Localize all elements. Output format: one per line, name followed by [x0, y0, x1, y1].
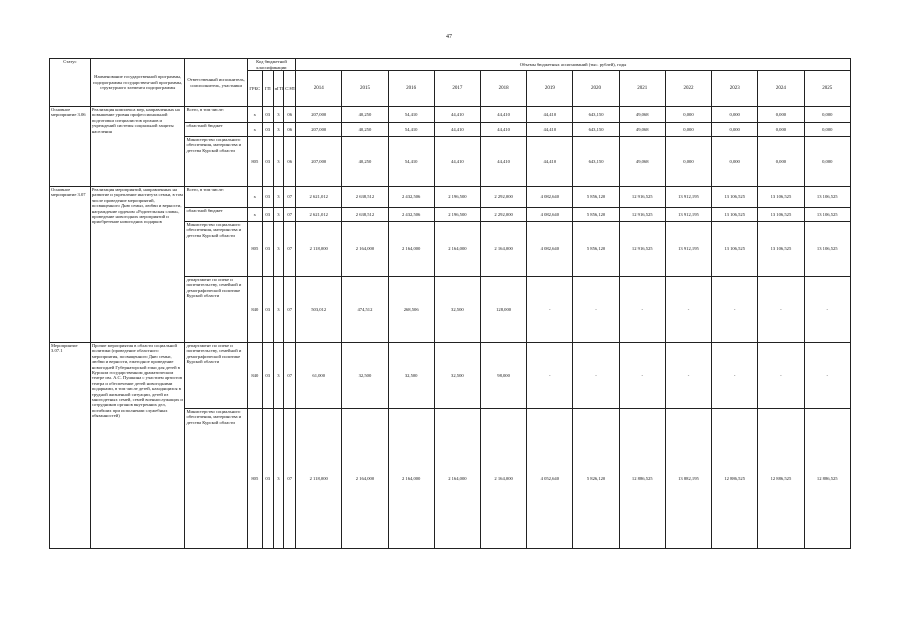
value-cell: 5 856,120 — [573, 187, 619, 208]
value-cell: - — [758, 343, 804, 409]
value-cell: 0,000 — [712, 107, 758, 123]
value-cell: 61,000 — [296, 343, 342, 409]
value-cell: - — [758, 277, 804, 343]
value-cell: 2 164,000 — [434, 409, 480, 549]
value-cell: 128,000 — [480, 277, 526, 343]
budget-table — [49, 58, 851, 549]
header-year: 2015 — [342, 71, 388, 107]
code-grbs: 805 — [247, 222, 262, 277]
value-cell: - — [712, 343, 758, 409]
code-gp: 03 — [262, 277, 273, 343]
code-grbs: 840 — [247, 277, 262, 343]
value-cell: 0,000 — [665, 137, 711, 187]
header-year: 2021 — [619, 71, 665, 107]
code-sep: 07 — [284, 343, 296, 409]
row-executor: департамент по опеке и попечительству, семейной и демографической политике Курской области — [185, 277, 247, 343]
value-cell: 40,250 — [342, 123, 388, 137]
value-cell: 13 106,525 — [758, 187, 804, 208]
code-pgp: 3 — [273, 107, 284, 123]
header-year: 2022 — [665, 71, 711, 107]
header-name: Наименование государственной программы, подпрограммы государствен-ной программы, структурного элемента подпрограммы — [90, 59, 185, 107]
value-cell: 13 912,195 — [665, 187, 711, 208]
code-gp: 03 — [262, 187, 273, 208]
header-year: 2020 — [573, 71, 619, 107]
code-gp: 03 — [262, 343, 273, 409]
value-cell: - — [527, 343, 573, 409]
value-cell: 44,410 — [434, 107, 480, 123]
value-cell: 32,500 — [434, 277, 480, 343]
row-executor: департамент по опеке и попечительству, семейной и демографической политике Курской области — [185, 343, 247, 409]
header-executor: Ответственный исполнитель, соисполнитель, участники — [185, 59, 247, 107]
row-executor: Министерство социального обеспечения, материнства и детства Курской области — [185, 137, 247, 187]
value-cell: 2 638,512 — [342, 187, 388, 208]
row-executor: Министерство социального обеспечения, материнства и детства Курской области — [185, 222, 247, 277]
code-gp: 03 — [262, 123, 273, 137]
code-sep: 07 — [284, 409, 296, 549]
value-cell: - — [804, 277, 850, 343]
value-cell: - — [527, 277, 573, 343]
header-year: 2025 — [804, 71, 850, 107]
value-cell: 12 916,525 — [619, 187, 665, 208]
value-cell: 643,150 — [573, 123, 619, 137]
row-executor: Всего, в том числе: — [185, 107, 247, 123]
code-sep: 06 — [284, 123, 296, 137]
code-pgp: 3 — [273, 222, 284, 277]
value-cell: 4 082,640 — [527, 187, 573, 208]
header-volumes: Объемы бюджетных ассигнований (тыс. рублей), годы — [296, 59, 851, 71]
value-cell: 13 882,195 — [665, 409, 711, 549]
value-cell: 2 118,000 — [296, 409, 342, 549]
value-cell: 54,410 — [388, 137, 434, 187]
header-code-gp: ГП — [262, 71, 273, 107]
value-cell: 12 916,525 — [619, 208, 665, 222]
value-cell: - — [573, 277, 619, 343]
table-row — [50, 343, 851, 409]
value-cell: 49,068 — [619, 123, 665, 137]
row-name: Реализация мероприятий, направленных на развитие и укрепление института семьи, в том числе проведение мероприятий, посвященного Дню семьи, любви и верности, награждение орденом «Родительская слава», проведение новогодних мероприятий и приобретение новогодних подарков — [90, 187, 185, 343]
value-cell: 5 856,120 — [573, 208, 619, 222]
value-cell: 40,250 — [342, 107, 388, 123]
value-cell: 44,410 — [434, 137, 480, 187]
code-pgp: 3 — [273, 208, 284, 222]
code-gp: 03 — [262, 409, 273, 549]
row-executor: областной бюджет — [185, 208, 247, 222]
value-cell: - — [619, 277, 665, 343]
value-cell: 2 164,000 — [342, 409, 388, 549]
value-cell: 2 621,012 — [296, 208, 342, 222]
value-cell: 49,068 — [619, 107, 665, 123]
value-cell: 207,000 — [296, 107, 342, 123]
value-cell: 44,410 — [527, 107, 573, 123]
header-code-grbs: ГРБС — [247, 71, 262, 107]
row-status: Основное мероприятие 3.06 — [50, 107, 91, 187]
value-cell: 32,500 — [388, 343, 434, 409]
code-pgp: 3 — [273, 187, 284, 208]
code-grbs: х — [247, 123, 262, 137]
value-cell: 44,410 — [480, 137, 526, 187]
code-sep: 07 — [284, 208, 296, 222]
value-cell: 2 196,500 — [434, 208, 480, 222]
value-cell: 2 292,000 — [480, 187, 526, 208]
value-cell: - — [804, 343, 850, 409]
header-status: Статус — [50, 59, 91, 107]
value-cell: 13 912,195 — [665, 208, 711, 222]
value-cell: 0,000 — [665, 123, 711, 137]
code-gp: 03 — [262, 208, 273, 222]
value-cell: 13 912,195 — [665, 222, 711, 277]
header-year: 2023 — [712, 71, 758, 107]
value-cell: 13 106,525 — [804, 208, 850, 222]
value-cell: 4 082,640 — [527, 208, 573, 222]
row-status: Основное мероприятие 3.07 — [50, 187, 91, 343]
table-body — [50, 107, 851, 549]
value-cell: 13 106,525 — [804, 187, 850, 208]
table-header — [50, 59, 851, 107]
value-cell: 32,500 — [342, 343, 388, 409]
value-cell: 2 292,000 — [480, 208, 526, 222]
value-cell: 40,250 — [342, 137, 388, 187]
value-cell: 0,000 — [712, 137, 758, 187]
value-cell: 44,410 — [480, 107, 526, 123]
value-cell: 44,410 — [527, 137, 573, 187]
header-year: 2016 — [388, 71, 434, 107]
value-cell: 0,000 — [804, 137, 850, 187]
row-name: Реализация комплекса мер, направленных на повышение уровня профессиональной подготовки специалистов органов и учреждений системы социальной защиты населения — [90, 107, 185, 187]
value-cell: 2 164,000 — [388, 222, 434, 277]
code-gp: 03 — [262, 107, 273, 123]
value-cell: 98,000 — [480, 343, 526, 409]
value-cell: - — [712, 277, 758, 343]
value-cell: 0,000 — [712, 123, 758, 137]
value-cell: 207,000 — [296, 137, 342, 187]
header-year: 2018 — [480, 71, 526, 107]
row-executor: областной бюджет — [185, 123, 247, 137]
value-cell: 268,506 — [388, 277, 434, 343]
value-cell: 2 432,506 — [388, 208, 434, 222]
value-cell: 12 886,525 — [712, 409, 758, 549]
value-cell: 13 106,525 — [804, 222, 850, 277]
row-executor: Министерство социального обеспечения, материнства и детства Курской области — [185, 409, 247, 549]
value-cell: 0,000 — [758, 107, 804, 123]
value-cell: - — [573, 343, 619, 409]
value-cell: 13 106,525 — [712, 222, 758, 277]
value-cell: 5 826,120 — [573, 409, 619, 549]
header-code-group: Код бюджетной классификации — [247, 59, 295, 71]
value-cell: 5 856,120 — [573, 222, 619, 277]
value-cell: 13 106,525 — [758, 208, 804, 222]
header-code-sep: СЭП — [284, 71, 296, 107]
code-grbs: х — [247, 187, 262, 208]
code-sep: 07 — [284, 222, 296, 277]
code-grbs: 840 — [247, 343, 262, 409]
table-row — [50, 187, 851, 208]
row-executor: Всего, в том числе: — [185, 187, 247, 208]
code-sep: 07 — [284, 277, 296, 343]
value-cell: 0,000 — [758, 137, 804, 187]
row-name: Прочие мероприятия в области социальной политики (проведение областного мероприятия, посвященного Дню семьи, любви и верности, ежегодное проведение новогодней Губернаторской елки для детей в Курском государственном драматическом театре им. А.С. Пушкина с участием артистов театра и обеспечение детей новогодними подарками, в том числе детей, находящихся в трудной жизненной ситуации, детей из многодетных семей, семей военнослужащих и сотрудников органов внутренних дел, погибших при исполнении служебных обязанностей) — [90, 343, 185, 549]
table-row — [50, 107, 851, 123]
value-cell: 503,012 — [296, 277, 342, 343]
value-cell: 12 886,525 — [804, 409, 850, 549]
value-cell: - — [665, 343, 711, 409]
code-grbs: 805 — [247, 137, 262, 187]
value-cell: 2 164,000 — [480, 222, 526, 277]
header-year: 2024 — [758, 71, 804, 107]
code-sep: 06 — [284, 107, 296, 123]
value-cell: 643,150 — [573, 107, 619, 123]
header-code-pgp: пГП — [273, 71, 284, 107]
code-sep: 07 — [284, 187, 296, 208]
value-cell: 13 106,525 — [712, 187, 758, 208]
value-cell: 32,500 — [434, 343, 480, 409]
value-cell: 2 164,000 — [388, 409, 434, 549]
code-gp: 03 — [262, 137, 273, 187]
value-cell: 13 106,525 — [712, 208, 758, 222]
code-gp: 03 — [262, 222, 273, 277]
value-cell: 12 886,525 — [619, 409, 665, 549]
value-cell: 2 638,512 — [342, 208, 388, 222]
header-year: 2019 — [527, 71, 573, 107]
value-cell: 0,000 — [804, 107, 850, 123]
code-grbs: х — [247, 208, 262, 222]
code-pgp: 3 — [273, 409, 284, 549]
header-year: 2017 — [434, 71, 480, 107]
code-pgp: 3 — [273, 343, 284, 409]
value-cell: 2 118,000 — [296, 222, 342, 277]
value-cell: 54,410 — [388, 107, 434, 123]
value-cell: 44,410 — [480, 123, 526, 137]
value-cell: 474,512 — [342, 277, 388, 343]
value-cell: 2 196,500 — [434, 187, 480, 208]
value-cell: 0,000 — [758, 123, 804, 137]
value-cell: 12 916,525 — [619, 222, 665, 277]
code-pgp: 3 — [273, 137, 284, 187]
row-status: Мероприятие 3.07.1 — [50, 343, 91, 549]
code-pgp: 3 — [273, 123, 284, 137]
value-cell: 13 106,525 — [758, 222, 804, 277]
value-cell: 12 886,525 — [758, 409, 804, 549]
value-cell: 0,000 — [665, 107, 711, 123]
value-cell: 44,410 — [434, 123, 480, 137]
value-cell: 49,068 — [619, 137, 665, 187]
value-cell: 207,000 — [296, 123, 342, 137]
value-cell: - — [619, 343, 665, 409]
value-cell: 0,000 — [804, 123, 850, 137]
value-cell: 643,150 — [573, 137, 619, 187]
value-cell: 2 432,506 — [388, 187, 434, 208]
value-cell: - — [665, 277, 711, 343]
value-cell: 2 164,000 — [480, 409, 526, 549]
code-pgp: 3 — [273, 277, 284, 343]
header-year: 2014 — [296, 71, 342, 107]
code-sep: 06 — [284, 137, 296, 187]
code-grbs: 805 — [247, 409, 262, 549]
value-cell: 2 164,000 — [434, 222, 480, 277]
value-cell: 54,410 — [388, 123, 434, 137]
value-cell: 44,410 — [527, 123, 573, 137]
page-number: 47 — [446, 34, 452, 40]
value-cell: 4 052,640 — [527, 409, 573, 549]
value-cell: 2 621,012 — [296, 187, 342, 208]
value-cell: 2 164,000 — [342, 222, 388, 277]
code-grbs: х — [247, 107, 262, 123]
value-cell: 4 082,640 — [527, 222, 573, 277]
